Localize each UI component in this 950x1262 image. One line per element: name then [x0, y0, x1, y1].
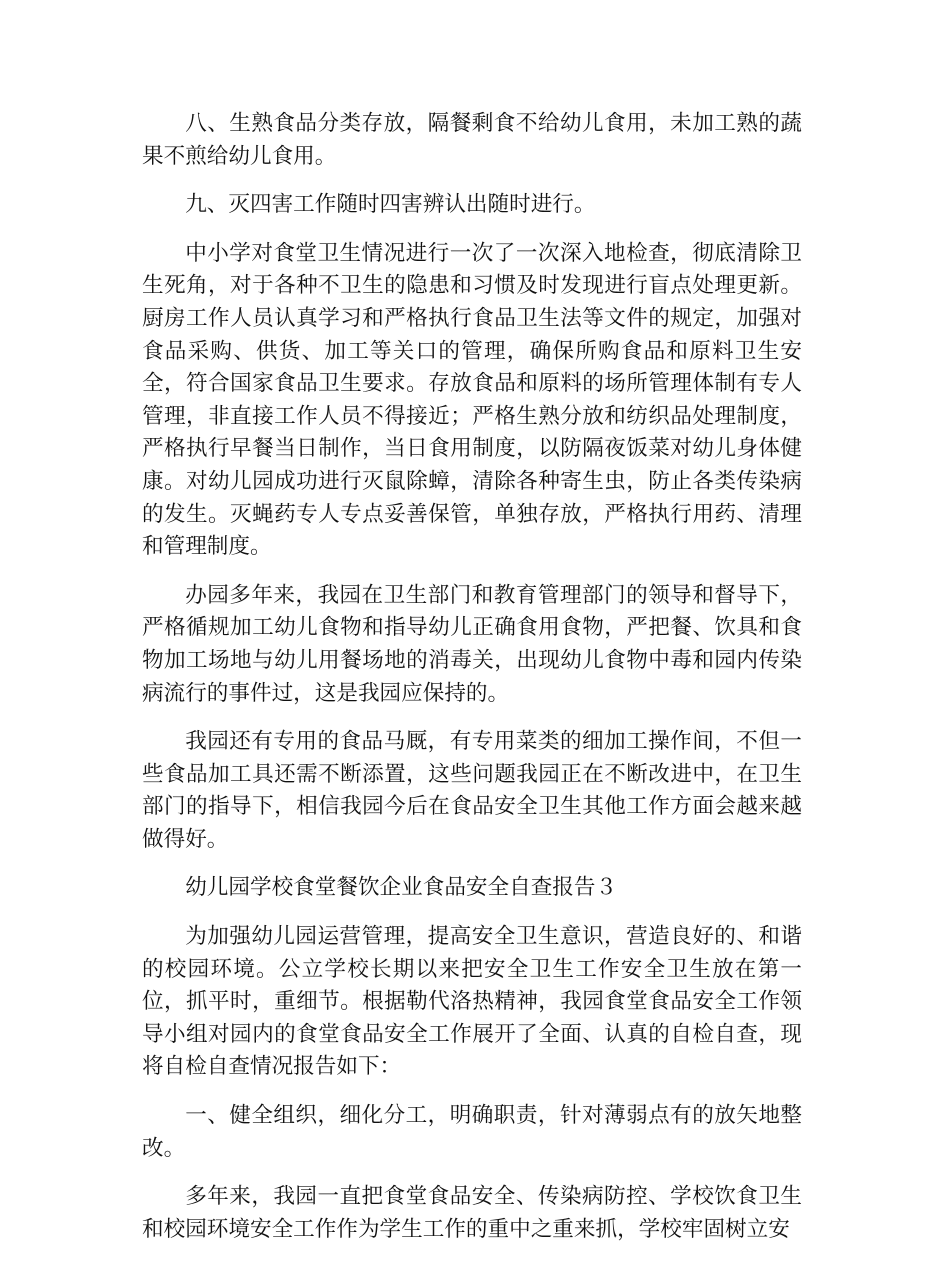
paragraph-long-term-focus: 多年来，我园一直把食堂食品安全、传染病防控、学校饮食卫生和校园环境安全工作作为学生工作的重中之重来抓，学校牢固树立安	[142, 1184, 802, 1242]
paragraph-improvements: 我园还有专用的食品马厩，有专用菜类的细加工操作间，不但一些食品加工具还需不断添置，这些问题我园正在不断改进中，在卫生部门的指导下，相信我园今后在食品安全卫生其他工作方面会越来越做得好。	[142, 729, 802, 852]
paragraph-report-intro: 为加强幼儿园运营管理，提高安全卫生意识，营造良好的、和谐的校园环境。公立学校长期以来把安全卫生工作安全卫生放在第一位，抓平时，重细节。根据勒代洛热精神，我园食堂食品安全工作领导小组对园内的食堂食品安全工作展开了全面、认真的自检自查，现将自检自查情况报告如下：	[142, 924, 802, 1080]
paragraph-section-one: 一、健全组织，细化分工，明确职责，针对薄弱点有的放矢地整改。	[142, 1103, 802, 1161]
document-body	[142, 108, 802, 1262]
paragraph-canteen-inspection: 中小学对食堂卫生情况进行一次了一次深入地检查，彻底清除卫生死角，对于各种不卫生的隐患和习惯及时发现进行盲点处理更新。厨房工作人员认真学习和严格执行食品卫生法等文件的规定，加强对食品采购、供货、加工等关口的管理，确保所购食品和原料卫生安全，符合国家食品卫生要求。存放食品和原料的场所管理体制有专人管理，非直接工作人员不得接近；严格生熟分放和纺织品处理制度，严格执行早餐当日制作，当日食用制度，以防隔夜饭菜对幼儿身体健康。对幼儿园成功进行灭鼠除蟑，清除各种寄生虫，防止各类传染病的发生。灭蝇药专人专点妥善保管，单独存放，严格执行用药、清理和管理制度。	[142, 240, 802, 560]
report-heading: 幼儿园学校食堂餐饮企业食品安全自查报告３	[185, 875, 618, 901]
paragraph-item-9: 九、灭四害工作随时四害辨认出随时进行。	[185, 192, 596, 218]
paragraph-item-8: 八、生熟食品分类存放，隔餐剩食不给幼儿食用，未加工熟的蔬果不煎给幼儿食用。	[142, 111, 802, 169]
paragraph-years-of-operation: 办园多年来，我园在卫生部门和教育管理部门的领导和督导下，严格循规加工幼儿食物和指导幼儿正确食用食物，严把餐、饮具和食物加工场地与幼儿用餐场地的消毒关，出现幼儿食物中毒和园内传染病流行的事件过，这是我园应保持的。	[142, 582, 802, 706]
